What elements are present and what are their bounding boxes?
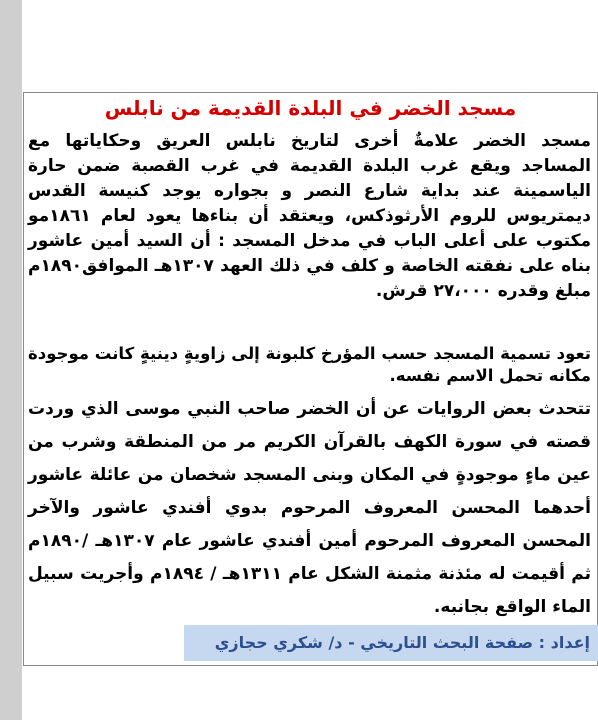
article-frame (23, 92, 598, 666)
article-paragraph-narrations: تتحدث بعض الروايات عن أن الخضر صاحب النبي موسى الذي وردت قصته في سورة الكهف بالقرآن الكريم مر من المنطقة وشرب من عين ماءٍ موجودةٍ في المكان وبنى المسجد شخصان من عائلة عاشور أحدهما المحسن المعروف المرحوم بدوي أفندي عاشور والآخر المحسن المعروف المرحوم أمين أفندي عاشور عام ١٣٠٧هـ /١٨٩٠م ثم أقيمت له مئذنة مثمنة الشكل عام ١٣١١هـ / ١٨٩٤م وأجريت سبيل الماء الواقع بجانبه. (28, 399, 591, 617)
author-credit: إعداد : صفحة البحث التاريخي - د/ شكري حجازي (184, 625, 598, 661)
page-side-band (0, 0, 23, 720)
document-page (22, 0, 598, 720)
article-title: مسجد الخضر في البلدة القديمة من نابلس (104, 96, 517, 120)
article-paragraph-history: مسجد الخضر علامةٌ أخرى لتاريخ نابلس العريق وحكاياتها مع المساجد ويقع غرب البلدة القديمة في غرب القصبة ضمن حارة الياسمينة عند بداية شارع النصر و بجواره يوجد كنيسة القدس ديمتريوس للروم الأرثوذكس، ويعتقد أن بناءها يعود لعام ١٨٦١مو مكتوب على أعلى الباب في مدخل المسجد : أن السيد أمين عاشور بناه على نفقته الخاصة و كلف في ذلك العهد ١٣٠٧هـ الموافق١٨٩٠م مبلغ وقدره ٢٧،٠٠٠ قرش. (28, 131, 591, 301)
article-paragraph-naming: تعود تسمية المسجد حسب المؤرخ كلبونة إلى زاويةٍ دينيةٍ كانت موجودة مكانه تحمل الاسم نفسه. (28, 344, 591, 385)
